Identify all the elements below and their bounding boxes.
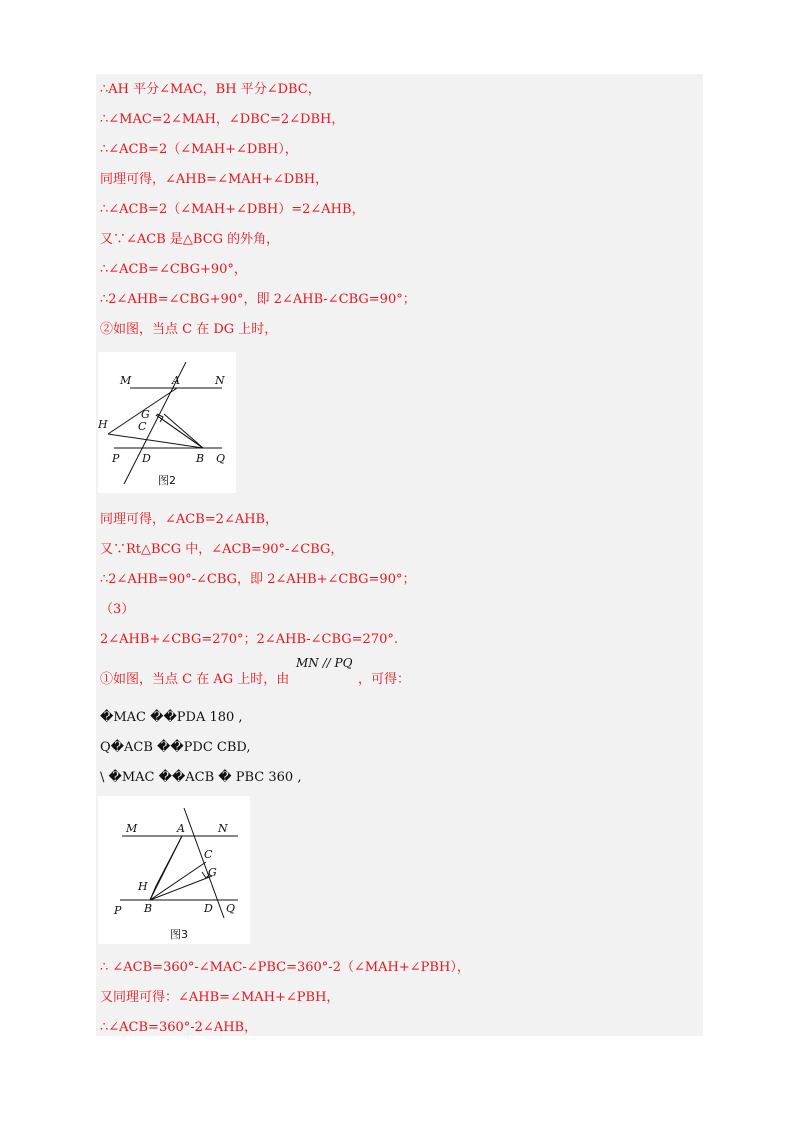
figure-caption: 图3 — [170, 928, 188, 941]
label-H: H — [98, 418, 108, 431]
label-C: C — [138, 420, 147, 433]
figure-3 — [98, 796, 250, 944]
label-H: H — [138, 880, 148, 893]
text-line: ∴∠ACB=360°-2∠AHB， — [100, 1020, 258, 1035]
text-line: Q�ACB ��PDC CBD, — [100, 740, 251, 755]
label-M: M — [120, 374, 132, 387]
text-line: ∴∠ACB=2（∠MAH+∠DBH）， — [100, 142, 298, 157]
text-line: ∴∠ACB=∠CBG+90°， — [100, 262, 247, 277]
label-P: P — [112, 452, 120, 465]
text-line: 又∵∠ACB 是△BCG 的外角， — [100, 232, 280, 247]
text-line: ①如图，当点 C 在 AG 上时，由 — [100, 672, 290, 687]
label-C: C — [204, 848, 213, 861]
text-line: ∴2∠AHB=90°-∠CBG，即 2∠AHB+∠CBG=90°； — [100, 572, 416, 587]
text-line: 同理可得，∠ACB=2∠AHB， — [100, 512, 279, 527]
text-line: 又∵Rt△BCG 中，∠ACB=90°-∠CBG， — [100, 542, 344, 557]
text-line: ∴ ∠ACB=360°-∠MAC-∠PBC=360°-2（∠MAH+∠PBH）， — [100, 960, 470, 975]
text-line: ∴2∠AHB=∠CBG+90°，即 2∠AHB-∠CBG=90°； — [100, 292, 416, 307]
text-line: ②如图，当点 C 在 DG 上时， — [100, 322, 278, 337]
label-N: N — [218, 822, 228, 835]
label-A: A — [172, 374, 180, 387]
label-N: N — [215, 374, 225, 387]
label-B: B — [196, 452, 205, 465]
label-P: P — [114, 904, 122, 917]
label-M: M — [126, 822, 138, 835]
text-line: �MAC ��PDA 180 , — [100, 710, 243, 725]
text-line: \ �MAC ��ACB � PBC 360 , — [100, 770, 302, 785]
text-line: 又同理可得：∠AHB=∠MAH+∠PBH， — [100, 990, 340, 1005]
label-Q: Q — [216, 452, 226, 465]
text-line: 同理可得，∠AHB=∠MAH+∠DBH， — [100, 172, 329, 187]
text-line: ∴∠ACB=2（∠MAH+∠DBH）=2∠AHB， — [100, 202, 365, 217]
label-B: B — [144, 902, 153, 915]
parallel-expression: MN // PQ — [296, 656, 353, 670]
text-line: （3） — [100, 602, 135, 617]
text-line: ∴∠MAC=2∠MAH，∠DBC=2∠DBH， — [100, 112, 345, 127]
text-line: ，可得： — [358, 672, 411, 687]
text-line: ∴AH 平分∠MAC，BH 平分∠DBC， — [100, 82, 321, 97]
label-Q: Q — [226, 902, 236, 915]
label-A: A — [177, 822, 185, 835]
text-line: 2∠AHB+∠CBG=270°；2∠AHB-∠CBG=270°. — [100, 632, 398, 647]
label-G: G — [141, 408, 150, 421]
label-D: D — [142, 452, 151, 465]
figure-2 — [98, 352, 236, 493]
label-D: D — [204, 902, 213, 915]
label-G: G — [208, 866, 217, 879]
figure-caption: 图2 — [158, 474, 176, 487]
